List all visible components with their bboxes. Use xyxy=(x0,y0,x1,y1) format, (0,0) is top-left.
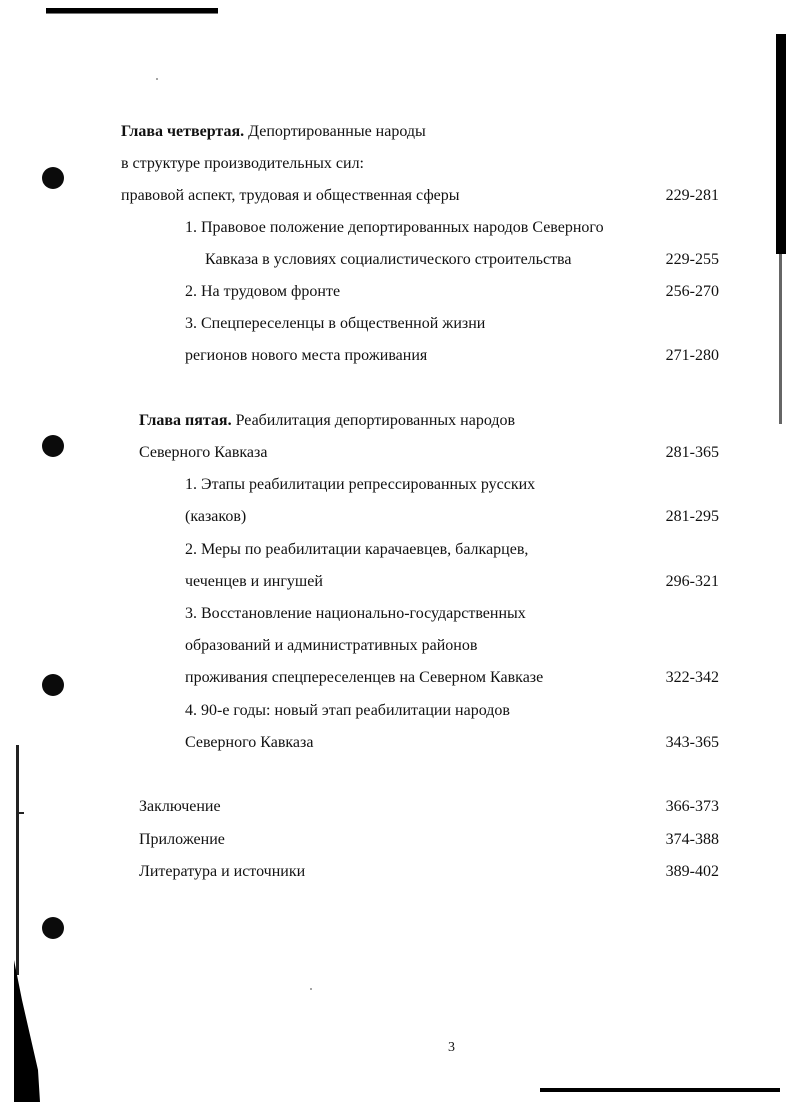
toc-item-line: регионов нового места проживания xyxy=(185,347,428,364)
toc-item-pages: 229-255 xyxy=(665,251,719,268)
toc-item-line: образований и административных районов xyxy=(185,637,478,654)
toc-item-line: чеченцев и ингушей xyxy=(185,573,323,590)
chapter4-title-bold: Глава четвертая. xyxy=(121,123,245,140)
scan-edge-bottom-right xyxy=(540,1088,780,1092)
toc-item-pages: 271-280 xyxy=(665,347,719,364)
chapter4-title-line3: правовой аспект, трудовая и общественная сферы xyxy=(121,187,460,204)
toc-item-line: 3. Восстановление национально-государственных xyxy=(185,605,526,622)
toc-item-pages: 256-270 xyxy=(665,283,719,300)
toc-item-line: Северного Кавказа xyxy=(185,734,314,751)
chapter5-title-line2: Северного Кавказа xyxy=(139,444,268,461)
scan-edge-left-thin xyxy=(16,745,19,975)
binder-hole xyxy=(42,167,64,189)
back-matter-label: Заключение xyxy=(139,798,221,815)
scan-edge-right xyxy=(776,34,786,254)
scan-speck xyxy=(310,988,312,990)
chapter5-title xyxy=(139,411,515,431)
chapter4-pages: 229-281 xyxy=(665,187,719,204)
toc-item-line: 3. Спецпереселенцы в общественной жизни xyxy=(185,315,486,332)
toc-item-line: 2. На трудовом фронте xyxy=(185,283,341,300)
toc-item-pages: 296-321 xyxy=(665,573,719,590)
back-matter-pages: 389-402 xyxy=(665,863,719,880)
toc-item-line: проживания спецпереселенцев на Северном Кавказе xyxy=(185,669,544,686)
back-matter-pages: 366-373 xyxy=(665,798,719,815)
toc-item-line: 1. Правовое положение депортированных народов Северного xyxy=(185,219,604,236)
toc-item-line: (казаков) xyxy=(185,508,247,525)
back-matter-label: Приложение xyxy=(139,831,225,848)
toc-item-line: Кавказа в условиях социалистического строительства xyxy=(205,251,572,268)
binder-hole xyxy=(42,917,64,939)
scan-edge-top-left-faint xyxy=(46,13,218,14)
chapter4-title-line2: в структуре производительных сил: xyxy=(121,155,364,172)
toc-item-line: 4. 90-е годы: новый этап реабилитации народов xyxy=(185,702,510,719)
toc-item-line: 1. Этапы реабилитации репрессированных русских xyxy=(185,476,536,493)
toc-item-pages: 281-295 xyxy=(665,508,719,525)
binder-hole xyxy=(42,674,64,696)
scan-speck xyxy=(156,78,158,80)
toc-item-pages: 322-342 xyxy=(665,669,719,686)
chapter4-title xyxy=(121,122,426,142)
back-matter-label: Литература и источники xyxy=(139,863,306,880)
binder-hole xyxy=(42,435,64,457)
chapter5-pages: 281-365 xyxy=(665,444,719,461)
chapter4-title-rest: Депортированные народы xyxy=(244,123,426,140)
toc-item-pages: 343-365 xyxy=(665,734,719,751)
scan-edge-right-faint xyxy=(779,254,782,424)
scan-edge-left-tick xyxy=(18,812,24,814)
back-matter-pages: 374-388 xyxy=(665,831,719,848)
chapter5-title-rest: Реабилитация депортированных народов xyxy=(231,412,516,429)
toc-item-line: 2. Меры по реабилитации карачаевцев, балкарцев, xyxy=(185,541,529,558)
chapter5-title-bold: Глава пятая. xyxy=(139,412,232,429)
scan-edge-left-wedge xyxy=(0,960,44,1102)
page-number: 3 xyxy=(448,1040,455,1055)
